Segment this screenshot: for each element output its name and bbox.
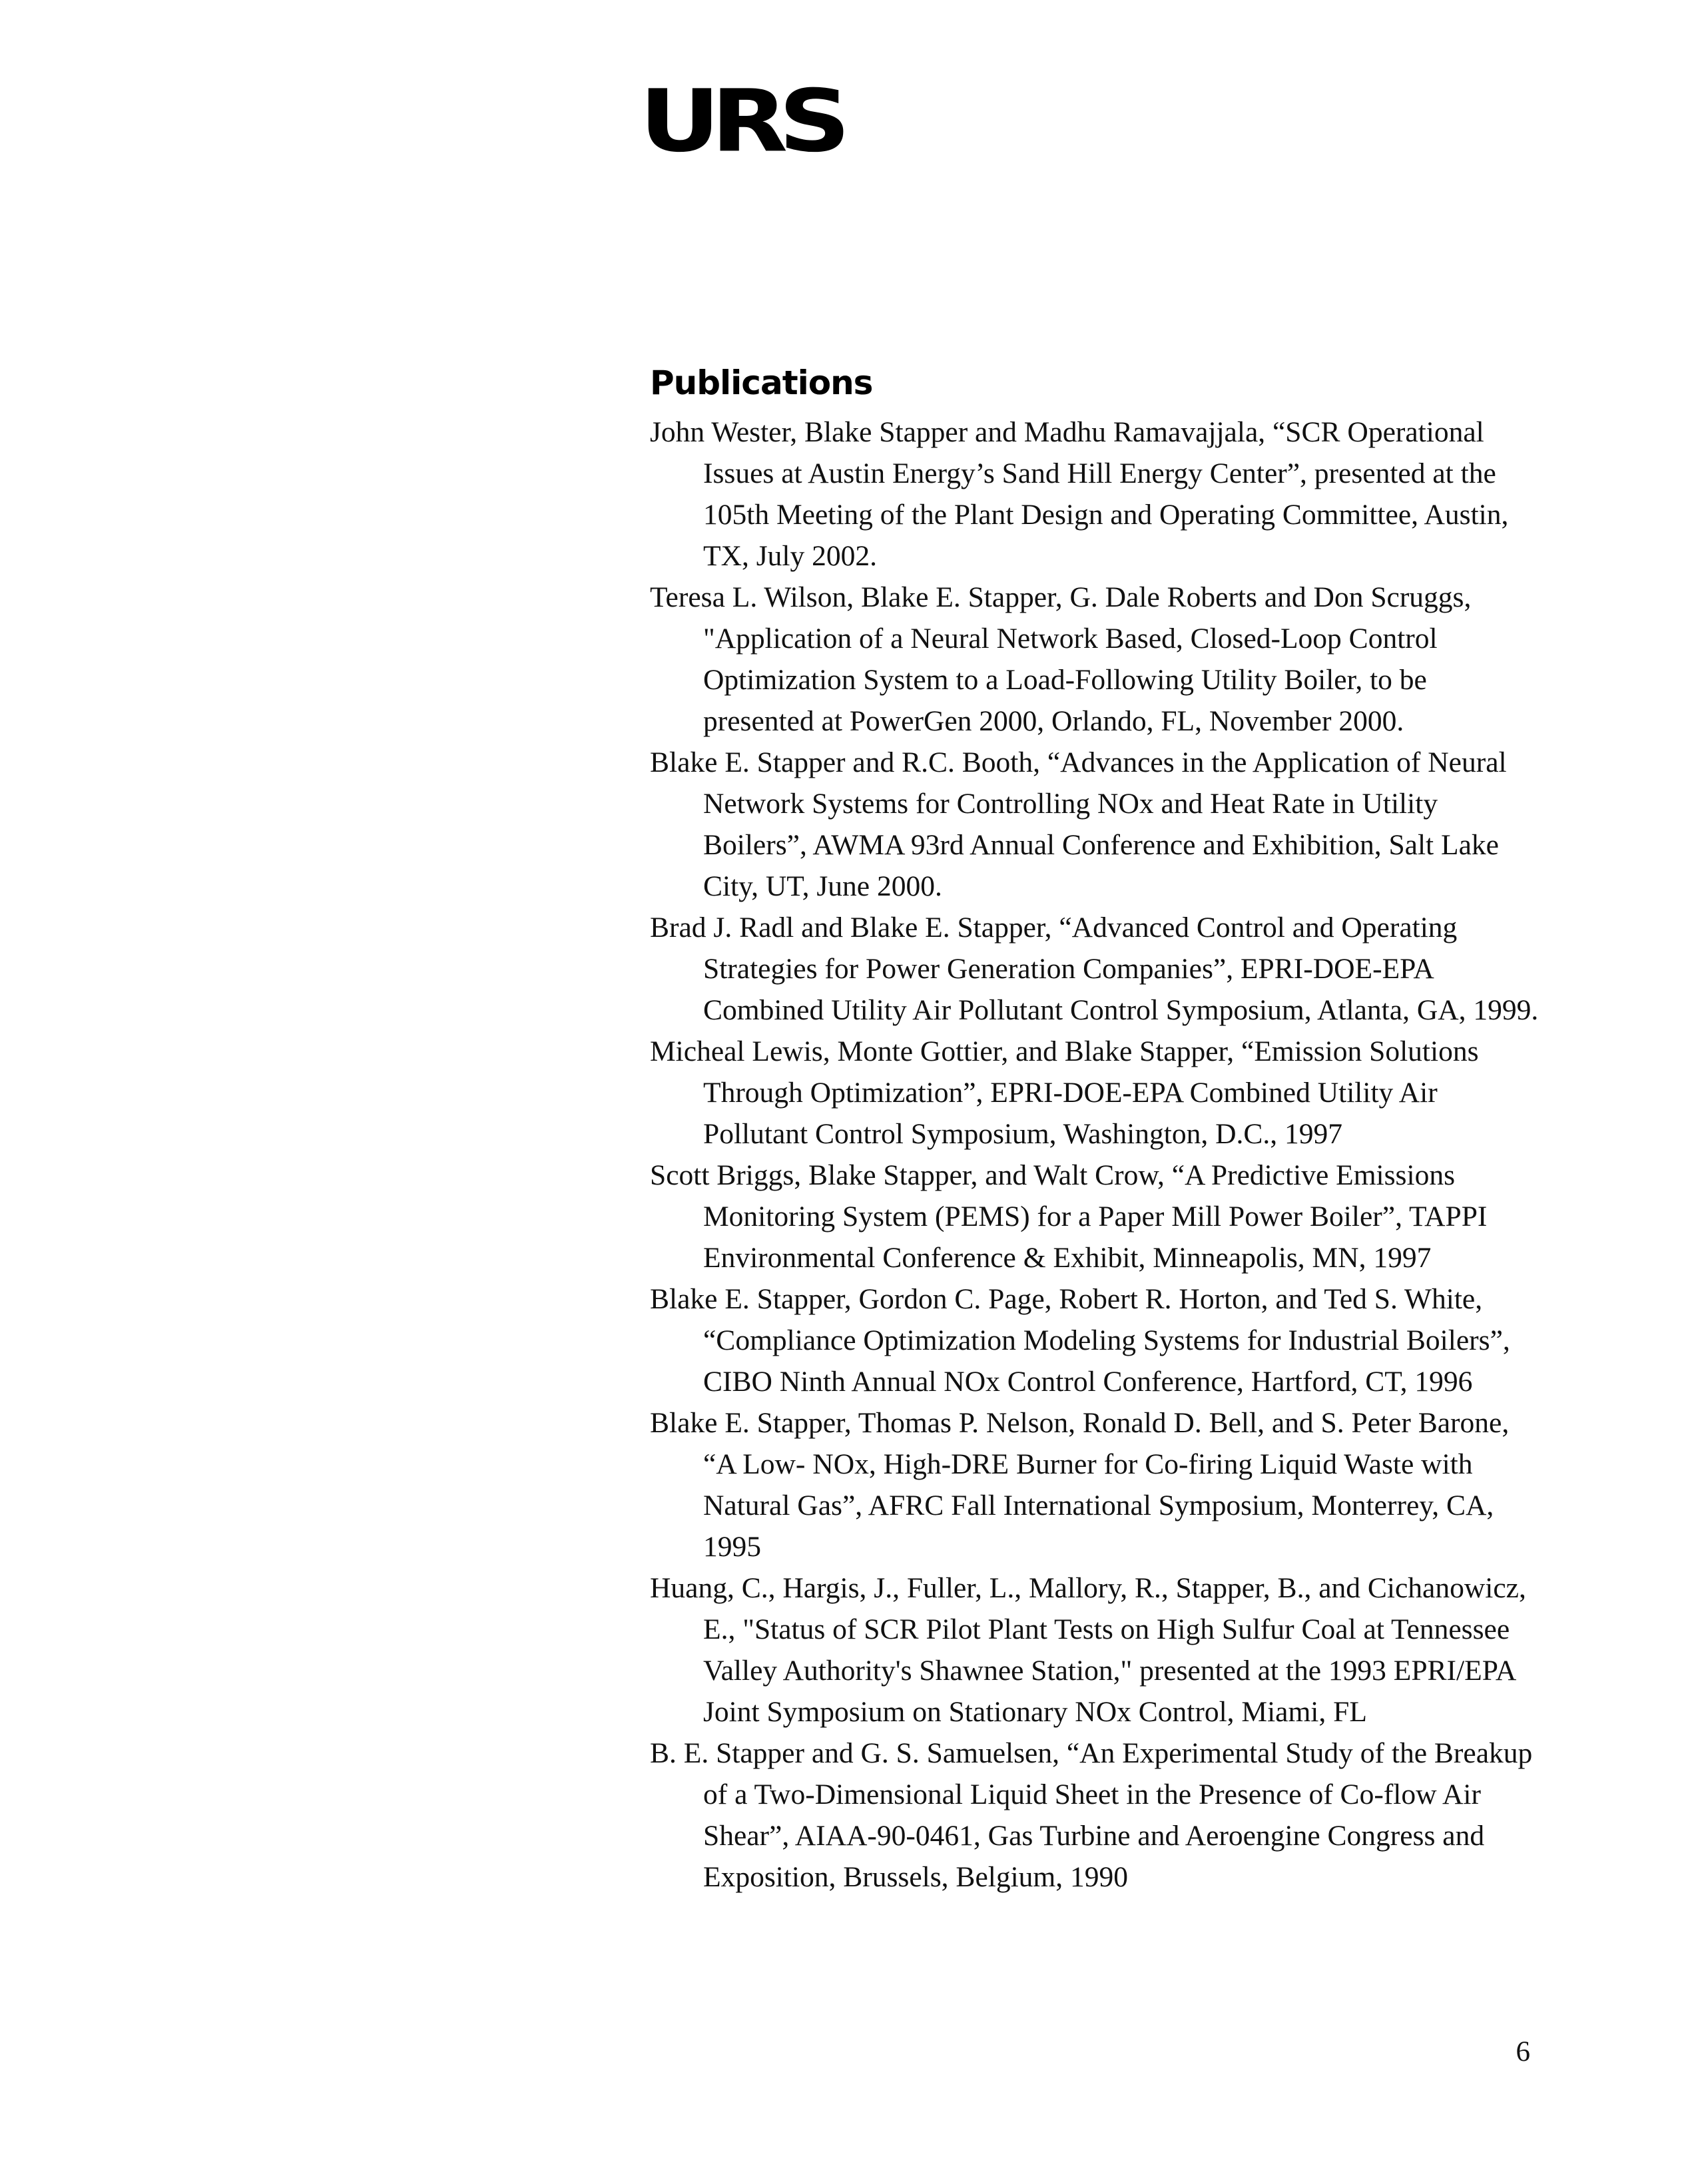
publication-entry: B. E. Stapper and G. S. Samuelsen, “An Experimental Study of the Breakup of a Two-Dimensional Liquid Sheet in the Presence of Co-flow Air Shear”, AIAA-90-0461, Gas Turbine and Aeroengine Congress and Exposition, Brussels, Belgium, 1990 [650, 1737, 1533, 1893]
publication-entry: Scott Briggs, Blake Stapper, and Walt Crow, “A Predictive Emissions Monitoring System (PEMS) for a Paper Mill Power Boiler”, TAPPI Environmental Conference & Exhibit, Minneapolis, MN, 1997 [650, 1159, 1488, 1274]
publication-entry: Huang, C., Hargis, J., Fuller, L., Mallory, R., Stapper, B., and Cichanowicz, E., "Status of SCR Pilot Plant Tests on High Sulfur Coal at Tennessee Valley Authority's Shawnee Station," presented at the 1993 EPRI/EPA Joint Symposium on Stationary NOx Control, Miami, FL [650, 1572, 1526, 1728]
publication-entry: John Wester, Blake Stapper and Madhu Ramavajjala, “SCR Operational Issues at Austin Energy’s Sand Hill Energy Center”, presented at the 105th Meeting of the Plant Design and Operating Committee, Austin, TX, July 2002. [650, 416, 1509, 572]
publication-entry: Blake E. Stapper and R.C. Booth, “Advances in the Application of Neural Network Systems for Controlling NOx and Heat Rate in Utility Boilers”, AWMA 93rd Annual Conference and Exhibition, Salt Lake City, UT, June 2000. [650, 746, 1507, 902]
publication-entry: Blake E. Stapper, Thomas P. Nelson, Ronald D. Bell, and S. Peter Barone, “A Low- NOx, High-DRE Burner for Co-firing Liquid Waste with Natural Gas”, AFRC Fall International Symposium, Monterrey, CA, 1995 [650, 1407, 1510, 1563]
publication-entry: Blake E. Stapper, Gordon C. Page, Robert R. Horton, and Ted S. White, “Compliance Optimization Modeling Systems for Industrial Boilers”, CIBO Ninth Annual NOx Control Conference, Hartford, CT, 1996 [650, 1283, 1510, 1398]
publication-entry: Brad J. Radl and Blake E. Stapper, “Advanced Control and Operating Strategies for Power Generation Companies”, EPRI-DOE-EPA Combined Utility Air Pollutant Control Symposium, Atlanta, GA, 1999. [650, 912, 1539, 1026]
publications-list [650, 411, 1542, 1898]
publication-entry: Micheal Lewis, Monte Gottier, and Blake Stapper, “Emission Solutions Through Optimization”, EPRI-DOE-EPA Combined Utility Air Pollutant Control Symposium, Washington, D.C., 1997 [650, 1035, 1479, 1150]
publication-entry: Teresa L. Wilson, Blake E. Stapper, G. Dale Roberts and Don Scruggs, "Application of a Neural Network Based, Closed-Loop Control Optimization System to a Load-Following Utility Boiler, to be presented at PowerGen 2000, Orlando, FL, November 2000. [650, 581, 1472, 737]
section-heading: Publications [650, 364, 873, 402]
urs-logo: URS [639, 71, 842, 172]
page-number: 6 [1516, 2036, 1530, 2067]
